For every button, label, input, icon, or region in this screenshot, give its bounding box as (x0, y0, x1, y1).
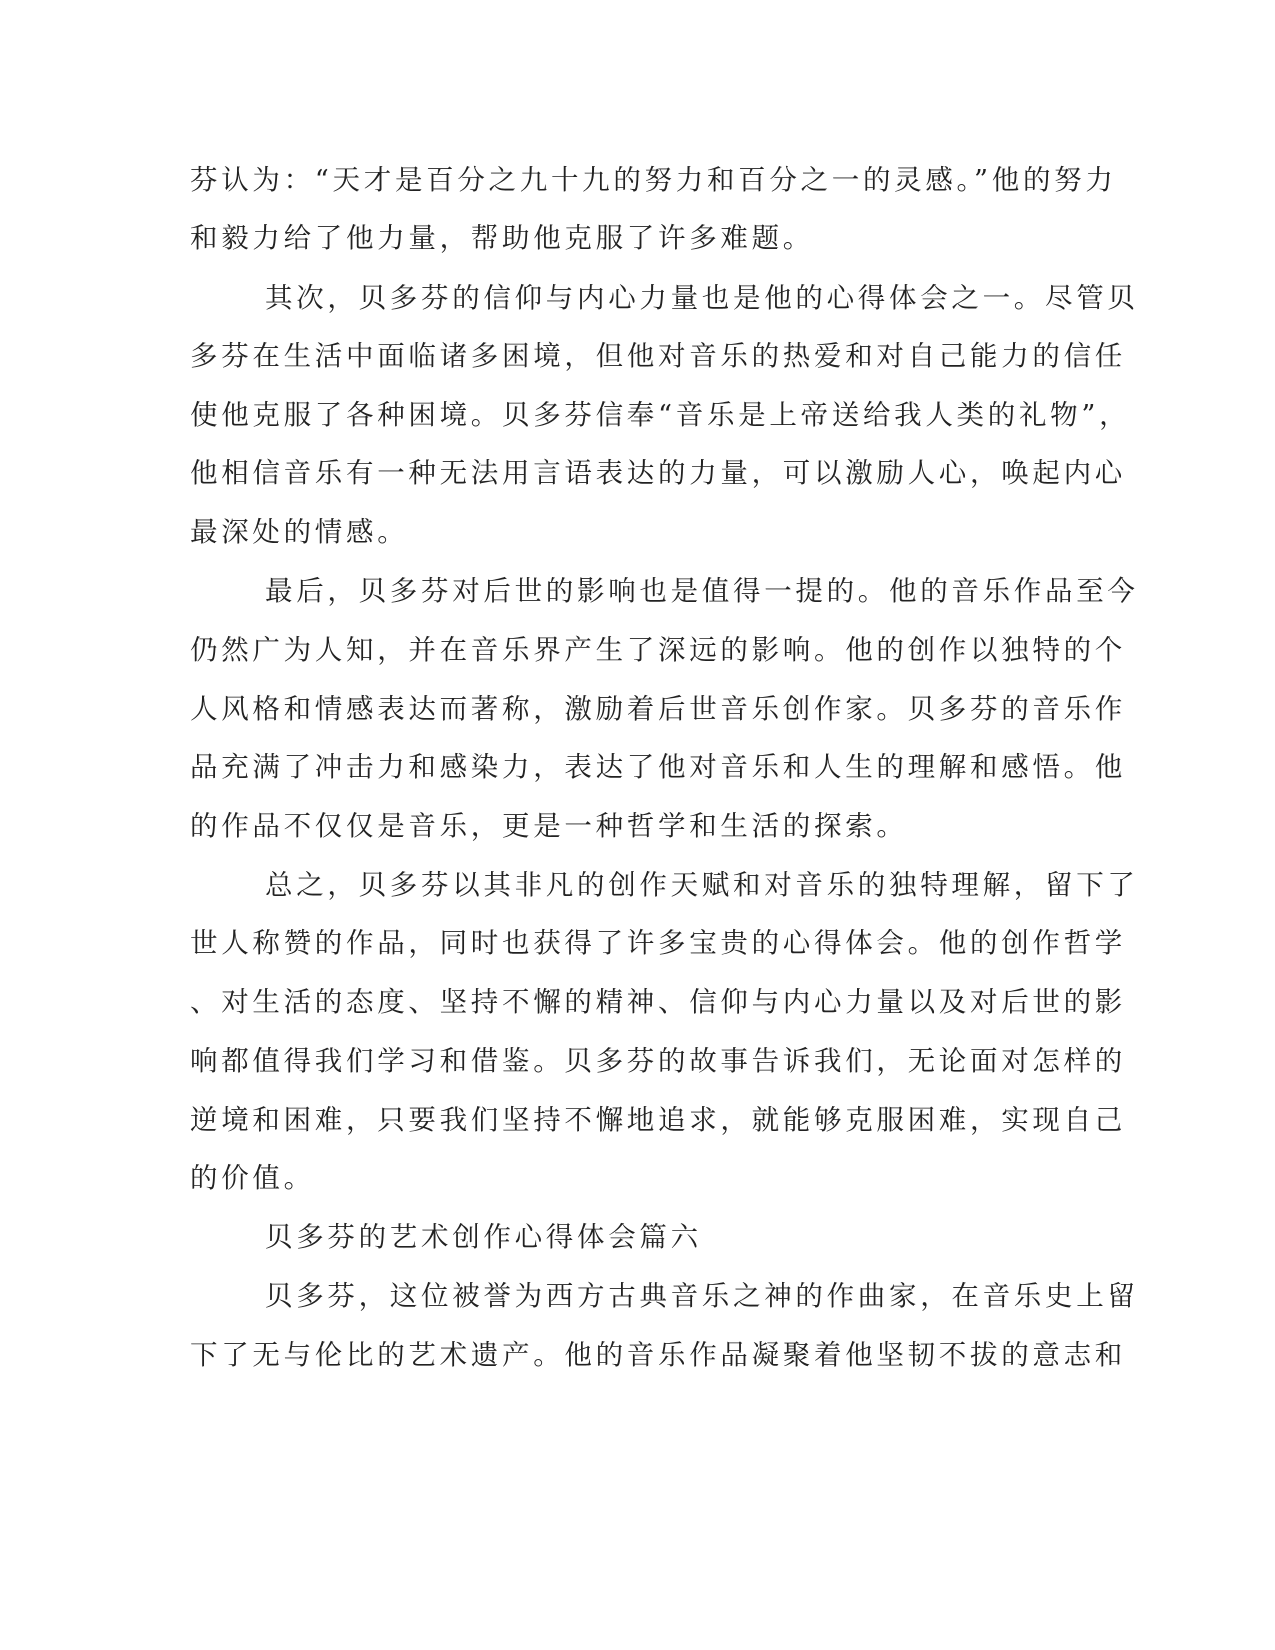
paragraph-start-line: 其次，贝多芬的信仰与内心力量也是他的心得体会之一。尽管贝 (265, 282, 1139, 314)
text-line: 品充满了冲击力和感染力，表达了他对音乐和人生的理解和感悟。他 (190, 751, 1126, 783)
section-heading: 贝多芬的艺术创作心得体会篇六 (265, 1221, 702, 1253)
text-line: 仍然广为人知，并在音乐界产生了深远的影响。他的创作以独特的个 (190, 634, 1126, 666)
text-line: 最深处的情感。 (190, 516, 409, 548)
paragraph-start-line: 总之，贝多芬以其非凡的创作天赋和对音乐的独特理解，留下了 (265, 869, 1139, 901)
text-line: 使他克服了各种困境。贝多芬信奉“音乐是上帝送给我人类的礼物”， (190, 399, 1131, 431)
paragraph-start-line: 最后，贝多芬对后世的影响也是值得一提的。他的音乐作品至今 (265, 575, 1139, 607)
text-line: 和毅力给了他力量，帮助他克服了许多难题。 (190, 222, 814, 254)
text-line: 世人称赞的作品，同时也获得了许多宝贵的心得体会。他的创作哲学 (190, 927, 1126, 959)
text-line: 人风格和情感表达而著称，激励着后世音乐创作家。贝多芬的音乐作 (190, 693, 1126, 725)
text-line: 的价值。 (190, 1162, 315, 1194)
text-line: 响都值得我们学习和借鉴。贝多芬的故事告诉我们，无论面对怎样的 (190, 1045, 1126, 1077)
paragraph-start-line: 贝多芬，这位被誉为西方古典音乐之神的作曲家，在音乐史上留 (265, 1280, 1139, 1312)
text-line: 的作品不仅仅是音乐，更是一种哲学和生活的探索。 (190, 810, 908, 842)
text-line: 芬认为：“天才是百分之九十九的努力和百分之一的灵感。”他的努力 (190, 164, 1117, 196)
text-line: 、对生活的态度、坚持不懈的精神、信仰与内心力量以及对后世的影 (190, 986, 1126, 1018)
text-line: 逆境和困难，只要我们坚持不懈地追求，就能够克服困难，实现自己 (190, 1104, 1126, 1136)
text-line: 多芬在生活中面临诸多困境，但他对音乐的热爱和对自己能力的信任 (190, 340, 1126, 372)
text-line: 下了无与伦比的艺术遗产。他的音乐作品凝聚着他坚韧不拔的意志和 (190, 1339, 1126, 1371)
text-line: 他相信音乐有一种无法用言语表达的力量，可以激励人心，唤起内心 (190, 457, 1126, 489)
